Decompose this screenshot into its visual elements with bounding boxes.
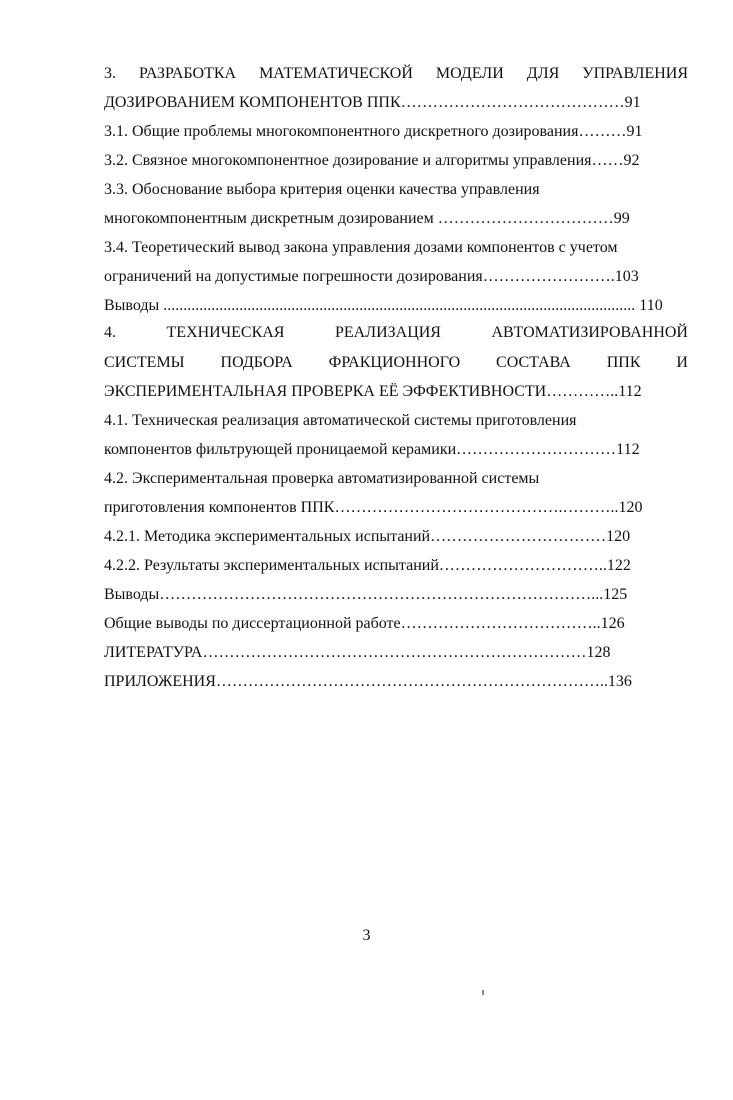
toc-entry-3-3: 3.3. Обоснование выбора критерия оценки качества управления	[104, 181, 540, 198]
toc-entry-3-3-cont: многокомпонентным дискретным дозированием ……………………………99	[104, 210, 630, 227]
toc-entry-conclusions-3: Выводы ...................................................................................................................... 110	[104, 297, 663, 314]
heading-word: СОСТАВА	[496, 354, 571, 371]
toc-chapter-4-heading-end: ЭКСПЕРИМЕНТАЛЬНАЯ ПРОВЕРКА ЕЁ ЭФФЕКТИВНОСТИ…………..112	[104, 383, 642, 400]
toc-entry-general-conclusions: Общие выводы по диссертационной работе………………………………..126	[104, 615, 625, 632]
toc-entry-literature: ЛИТЕРАТУРА………………………………………………………………128	[104, 644, 611, 661]
heading-word: АВТОМАТИЗИРОВАННОЙ	[491, 324, 688, 341]
toc-chapter-4-heading-cont	[104, 353, 688, 373]
heading-word: ДЛЯ	[526, 65, 560, 82]
toc-entry-4-2-2: 4.2.2. Результаты экспериментальных испытаний…………………………..122	[104, 557, 631, 574]
toc-entry-4-2: 4.2. Экспериментальная проверка автоматизированной системы	[104, 470, 540, 487]
heading-word: СИСТЕМЫ	[104, 354, 185, 371]
toc-entry-conclusions-4: Выводы………………………………………………………………………...125	[104, 586, 628, 603]
page-number: 3	[362, 927, 371, 944]
toc-entry-appendices: ПРИЛОЖЕНИЯ………………………………………………………………..136	[104, 673, 632, 690]
toc-entry-4-2-cont: приготовления компонентов ППК…………………………………….………..120	[104, 499, 643, 516]
heading-word: УПРАВЛЕНИЯ	[582, 65, 688, 82]
heading-word: И	[676, 354, 688, 371]
heading-word: РЕАЛИЗАЦИЯ	[334, 324, 441, 341]
toc-chapter-4-heading	[104, 323, 688, 343]
toc-entry-3-4-cont: ограничений на допустимые погрешности дозирования…………………….103	[104, 268, 639, 285]
heading-word: ППК	[606, 354, 641, 371]
toc-entry-4-1-cont: компонентов фильтрующей проницаемой керамики…………………………112	[104, 441, 640, 458]
heading-word: ТЕХНИЧЕСКАЯ	[166, 324, 285, 341]
heading-word: РАЗРАБОТКА	[139, 65, 237, 82]
toc-entry-4-1: 4.1. Техническая реализация автоматической системы приготовления	[104, 412, 577, 429]
toc-chapter-3-heading-cont: ДОЗИРОВАНИЕМ КОМПОНЕНТОВ ППК……………………………………91	[104, 94, 641, 111]
toc-entry-4-2-1: 4.2.1. Методика экспериментальных испытаний……………………………120	[104, 528, 631, 545]
scan-artifact	[482, 990, 484, 995]
toc-chapter-3-heading	[104, 64, 688, 84]
toc-entry-3-2: 3.2. Связное многокомпонентное дозирование и алгоритмы управления……92	[104, 152, 640, 169]
chapter-number: 4.	[104, 324, 116, 341]
toc-entry-3-4: 3.4. Теоретический вывод закона управления дозами компонентов с учетом	[104, 239, 618, 256]
heading-word: МОДЕЛИ	[435, 65, 504, 82]
toc-entry-3-1: 3.1. Общие проблемы многокомпонентного дискретного дозирования………91	[104, 123, 643, 140]
chapter-number: 3.	[104, 65, 116, 82]
heading-word: ФРАКЦИОННОГО	[328, 354, 461, 371]
heading-word: МАТЕМАТИЧЕСКОЙ	[259, 65, 413, 82]
heading-word: ПОДБОРА	[220, 354, 293, 371]
